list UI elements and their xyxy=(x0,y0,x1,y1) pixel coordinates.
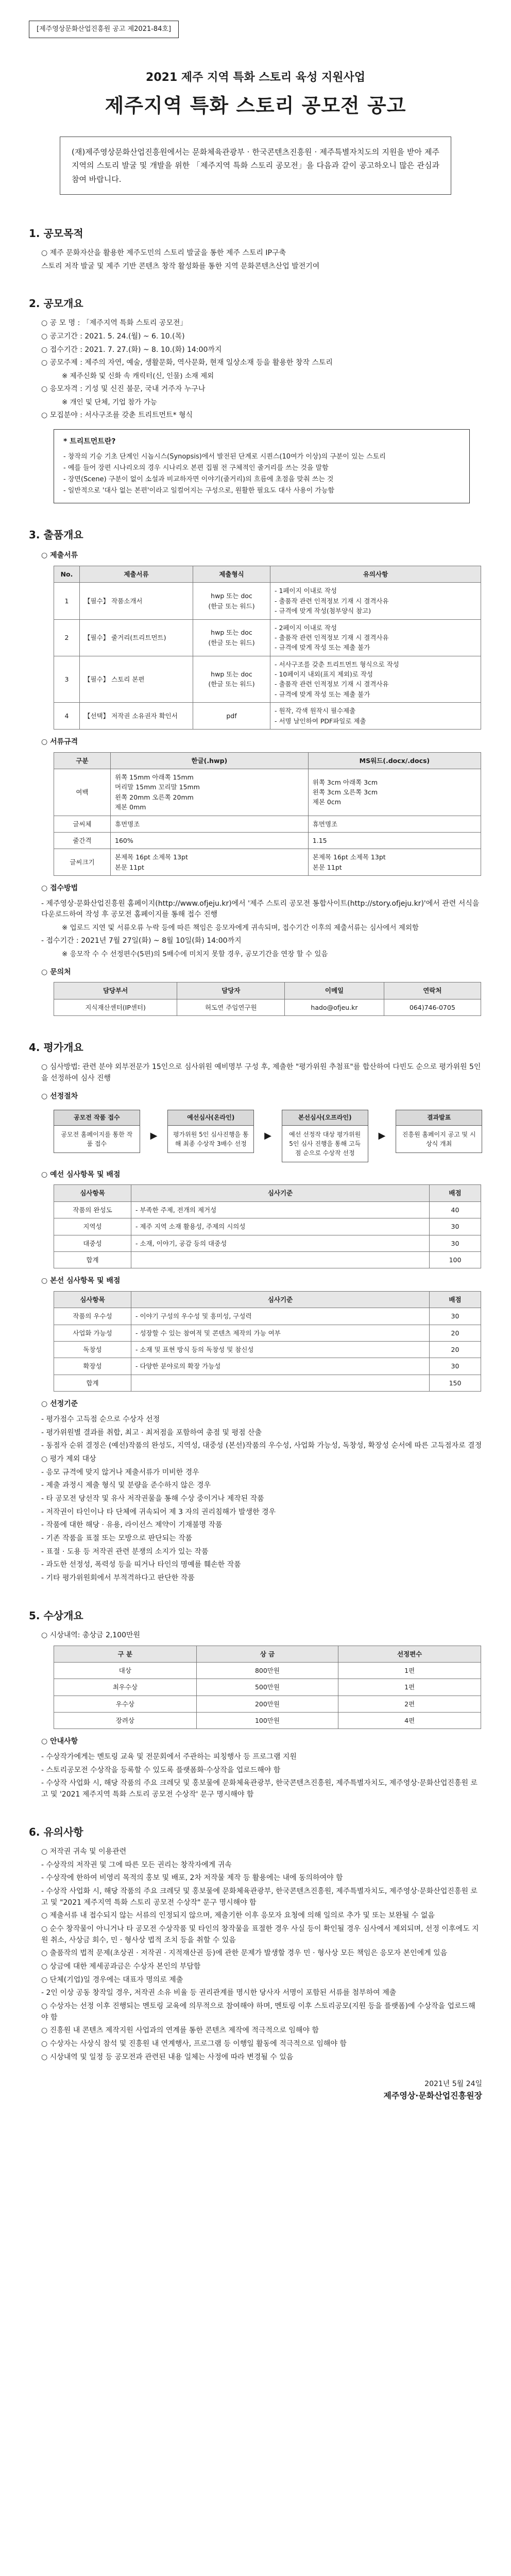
caution-line: ○ 시상내역 및 일정 등 공모전과 관련된 내용 일체는 사정에 따라 변경될 수 있음 xyxy=(41,2053,294,2061)
criteria-score: 20 xyxy=(430,1342,481,1358)
spec-hwp-line: 휴먼명조 xyxy=(115,820,140,828)
spec-docx-line: 위쪽 3cm 아래쪽 3cm xyxy=(312,778,378,786)
doc-format-line: (한글 또는 워드) xyxy=(208,638,255,647)
arrow-right-icon: ▶ xyxy=(264,1130,271,1141)
overview-line: ○ 접수기간 : 2021. 7. 27.(화) ~ 8. 10.(화) 14:00까지 xyxy=(41,345,222,354)
criteria-score: 40 xyxy=(430,1201,481,1218)
caution-line: ○ 제출서류 내 접수되지 않는 서류의 인정되지 않으며, 제출기한 이후 응모자 요청에 의해 일의로 추가 및 또는 보완될 수 없음 xyxy=(41,1911,435,1920)
table-header: 심사기준 xyxy=(131,1185,430,1201)
award-count: 1편 xyxy=(338,1679,481,1696)
table-row xyxy=(54,583,481,619)
criteria-item: 대중성 xyxy=(54,1235,131,1251)
table-row xyxy=(54,1342,481,1358)
doc-format xyxy=(193,619,270,656)
criteria-score: 30 xyxy=(430,1308,481,1325)
spec-hwp xyxy=(111,832,309,849)
spec-hwp-line: 머리말 15mm 꼬리말 15mm xyxy=(115,783,200,791)
flow-step xyxy=(167,1110,254,1153)
table-header: 한글(.hwp) xyxy=(111,752,309,769)
doc-format xyxy=(193,703,270,730)
spec-docx-line: 휴먼명조 xyxy=(312,820,338,828)
criteria-line: - 평가위원별 결과를 취합, 최고 · 최저점을 포함하여 총점 및 평점 산출 xyxy=(41,1428,262,1437)
doc-note-line: - 원작, 각색 원작시 필수제출 xyxy=(275,707,356,715)
flow-step-body: 진흥원 홈페이지 공고 및 시상식 개최 xyxy=(402,1130,476,1147)
table-row xyxy=(54,1201,481,1218)
criteria-score: 100 xyxy=(430,1251,481,1268)
issuing-organization: 제주영상·문화산업진흥원장 xyxy=(383,2091,482,2101)
doc-no: 2 xyxy=(54,619,80,656)
doc-name: 【선택】 저작권 소유권자 확인서 xyxy=(80,703,193,730)
table-row xyxy=(54,619,481,656)
flow-step xyxy=(396,1110,482,1153)
doc-no: 3 xyxy=(54,656,80,703)
criteria-item: 합계 xyxy=(54,1251,131,1268)
criteria-score: 20 xyxy=(430,1325,481,1341)
contact-email[interactable]: hado@ofjeu.kr xyxy=(285,999,384,1015)
contact-label: ○ 문의처 xyxy=(41,968,71,976)
doc-format xyxy=(193,583,270,619)
spec-docx xyxy=(308,769,481,816)
spec-key: 줄간격 xyxy=(54,832,111,849)
table-row xyxy=(54,1679,481,1696)
table-header: 심사항목 xyxy=(54,1185,131,1201)
table-header: 심사항목 xyxy=(54,1291,131,1308)
table-header: 담당부서 xyxy=(54,982,177,999)
table-row xyxy=(54,832,481,849)
spec-hwp xyxy=(111,816,309,832)
doc-note-line: - 출품작 관련 인적정보 기재 시 결격사유 xyxy=(275,633,389,641)
apply-note: ※ 업로드 지연 및 서류오류 누락 등에 따른 책임은 응모자에게 귀속되며, 접수기간 이후의 제출서류는 심사에서 제외함 xyxy=(62,924,419,933)
table-row xyxy=(54,1662,481,1679)
page-title: 제주지역 특화 스토리 공모전 공고 xyxy=(105,94,406,117)
caution-line: - 수상작에 한하여 비영리 목적의 홍보 및 배포, 2차 저작물 제작 등 활용에는 내에 동의하여야 함 xyxy=(41,1874,343,1883)
spec-key: 글씨체 xyxy=(54,816,111,832)
section-title-purpose: 1. 공모목적 xyxy=(29,227,83,240)
doc-note-line: - 서사구조를 갖춘 트리트먼트 형식으로 작성 xyxy=(275,660,399,668)
table-header: 연락처 xyxy=(384,982,481,999)
table-header: 담당자 xyxy=(177,982,285,999)
doc-no: 4 xyxy=(54,703,80,730)
caution-line: ○ 순수 창작물이 아니거나 타 공모전 수상작품 및 타인의 창작물을 표절한 경우 사실 등이 확인될 경우 심사에서 제외되며, 선정 이후에도 지원 취소, 사상금 회수, 민 · 형사상 법적 조치 등을 취할 수 있음 xyxy=(41,1924,479,1944)
doc-name: 【필수】 작품소개서 xyxy=(80,583,193,619)
caution-line: ○ 상금에 대한 제세공과금은 수상자 본인의 부담함 xyxy=(41,1962,201,1971)
spec-docx xyxy=(308,849,481,876)
arrow-right-icon: ▶ xyxy=(378,1130,386,1141)
award-prize: 100만원 xyxy=(196,1713,338,1729)
spec-hwp-line: 본문 11pt xyxy=(115,863,144,871)
criteria-line: - 타 공모전 당선작 및 유사 저작권물을 통해 수상 중이거나 제작된 작품 xyxy=(41,1495,264,1503)
criteria-score: 150 xyxy=(430,1375,481,1391)
criteria-line: - 응모 규격에 맞지 않거나 제출서류가 미비한 경우 xyxy=(41,1468,199,1477)
section-title-awards: 5. 수상개요 xyxy=(29,1609,83,1622)
apply-note: ※ 응모작 수 수 선정편수(5편)의 5배수에 미치지 못할 경우, 공모기간을 연장 할 수 있음 xyxy=(62,950,328,958)
table-row xyxy=(54,1696,481,1712)
criteria-item: 확장성 xyxy=(54,1358,131,1375)
criteria-line: - 제출 과정시 제출 형식 및 분량을 준수하지 않은 경우 xyxy=(41,1481,211,1490)
submit-docs-body xyxy=(54,583,481,730)
section-title-cautions: 6. 유의사항 xyxy=(29,1825,83,1838)
doc-no: 1 xyxy=(54,583,80,619)
doc-note xyxy=(270,619,481,656)
criteria-desc: - 다양한 분야로의 확장 가능성 xyxy=(131,1358,430,1375)
table-header: 배점 xyxy=(430,1291,481,1308)
apply-line: - 접수기간 : 2021년 7월 27일(화) ~ 8월 10일(화) 14:00까지 xyxy=(41,937,242,945)
doc-note-line: - 출품작 관련 인적정보 기재 시 결격사유 xyxy=(275,680,389,688)
criteria-item: 작품의 완성도 xyxy=(54,1201,131,1218)
doc-format-line: hwp 또는 doc xyxy=(211,629,252,637)
doc-note-line: - 규격에 맞게 작성 또는 제출 불가 xyxy=(275,643,370,652)
spec-key: 글씨크기 xyxy=(54,849,111,876)
evaluation-line: ○ 심사방법: 관련 분야 외부전문가 15인으로 심사위원 예비명부 구성 후, 제출한 "평가위원 추첨표"를 합산하여 다빈도 순으로 평가위원 5인을 선정하여 심사 진행 xyxy=(41,1063,481,1082)
flow-step-title: 공모전 작품 접수 xyxy=(54,1110,140,1126)
spec-docx-line: 1.15 xyxy=(312,836,327,844)
table-header: 상 금 xyxy=(196,1646,338,1662)
selection-flow xyxy=(54,1110,482,1162)
table-header: 선정편수 xyxy=(338,1646,481,1662)
doc-format-line: hwp 또는 doc xyxy=(211,670,252,679)
criteria-line: ○ 평가 제외 대상 xyxy=(41,1454,96,1463)
table-header: No. xyxy=(54,566,80,583)
flow-step-body: 공모전 홈페이지를 통한 작품 접수 xyxy=(61,1130,133,1147)
table-header: 유의사항 xyxy=(270,566,481,583)
selection-criteria-list xyxy=(29,1414,482,1584)
purpose-line: ○ 제주 문화자산을 활용한 제주도민의 스토리 발굴을 통한 제주 스토리 IP구축 xyxy=(41,248,286,257)
treatment-info-item: - 창작의 기승 기초 단계인 시놉시스(Synopsis)에서 발전된 단계로 시퀀스(10여가 이상)의 구분이 있는 스토리 xyxy=(63,453,386,461)
spec-key: 여백 xyxy=(54,769,111,816)
criteria-line: - 표절 · 도용 등 저작권 관련 분쟁의 소지가 있는 작품 xyxy=(41,1547,209,1556)
criteria-score: 30 xyxy=(430,1235,481,1251)
spec-docx xyxy=(308,816,481,832)
criteria-desc xyxy=(131,1375,430,1391)
flow-step-title: 본선심사(오프라인) xyxy=(282,1110,368,1126)
contact-phone: 064)746-0705 xyxy=(384,999,481,1015)
criteria-score: 30 xyxy=(430,1358,481,1375)
criteria-desc xyxy=(131,1251,430,1268)
apply-line: - 제주영상·문화산업진흥원 홈페이지(http://www.ofjeju.kr)에서 '제주 스토리 공모전 통합사이트(http://story.ofjeju.kr)'에서 관련 서식을 다운로드하여 작성 후 공모전 홈페이지를 통해 접수 진행 xyxy=(41,899,480,919)
award-name: 우수상 xyxy=(54,1696,197,1712)
spec-hwp-line: 160% xyxy=(115,836,133,844)
contact-dept: 지식재산센터(IP센터) xyxy=(54,999,177,1015)
overview-line: ○ 모집분야 : 서사구조를 갖춘 트리트먼트* 형식 xyxy=(41,411,193,419)
table-row xyxy=(54,769,481,816)
criteria-desc: - 이야기 구성의 우수성 및 흥미성, 구성력 xyxy=(131,1308,430,1325)
table-row xyxy=(54,1713,481,1729)
criteria-line: - 과도한 선정성, 폭력성 등을 띠거나 타인의 명예를 훼손한 작품 xyxy=(41,1561,241,1569)
award-name: 최우수상 xyxy=(54,1679,197,1696)
table-header: 심사기준 xyxy=(131,1291,430,1308)
criteria-item: 작품의 우수성 xyxy=(54,1308,131,1325)
caution-line: ○ 단체(기업)일 경우에는 대표자 명의로 제출 xyxy=(41,1975,183,1984)
award-prize: 500만원 xyxy=(196,1679,338,1696)
doc-note-line: - 1페이지 이내로 작성 xyxy=(275,587,337,595)
award-body xyxy=(54,1662,481,1729)
flow-step-body: 예선 선정작 대상 평가위원 5인 심사 진행을 통해 고득점 순으로 수상작 선정 xyxy=(289,1130,361,1157)
spec-hwp-line: 왼쪽 20mm 오른쪽 20mm xyxy=(115,793,194,801)
caution-line: - 수상작 사업화 시, 해당 작품의 주요 크레딧 및 홍보물에 문화체육관광부, 한국콘텐츠진흥원, 제주특별자치도, 제주영상·문화산업진흥원 로고 및 "2021 제주지역 특화 스토리 공모전 수상작" 문구 명시해야 함 xyxy=(41,1887,478,1907)
contact-table xyxy=(54,982,481,1016)
caution-line: ○ 수상자는 선정 이후 진행되는 멘토링 교육에 의무적으로 참여해야 하며, 멘토링 이후 스토리공모(지원 등을 플랫폼)에 수상작을 업로드해야 함 xyxy=(41,2002,475,2022)
spec-docx-line: 본문 11pt xyxy=(312,863,342,871)
criteria-line: - 기존 작품을 표절 또는 모방으로 판단되는 작품 xyxy=(41,1534,193,1543)
table-row xyxy=(54,703,481,730)
criteria-line: - 작품에 대한 해당 · 유용, 라이선스 제약이 기재불명 작품 xyxy=(41,1521,223,1530)
criteria-line: - 저작권이 타인이나 타 단체에 귀속되어 제 3 자의 권리침해가 발생한 경우 xyxy=(41,1507,276,1516)
criteria-line: - 평가점수 고득점 순으로 수상자 선정 xyxy=(41,1415,160,1423)
section-title-evaluation: 4. 평가개요 xyxy=(29,1041,83,1054)
award-total-line: ○ 시상내역: 총상금 2,100만원 xyxy=(41,1631,141,1639)
table-row xyxy=(54,999,481,1015)
overview-line: ○ 공고기간 : 2021. 5. 24.(월) ~ 6. 10.(목) xyxy=(41,332,185,341)
selection-criteria-label: ○ 선정기준 xyxy=(41,1400,78,1409)
final-criteria-body xyxy=(54,1308,481,1392)
criteria-item: 사업화 가능성 xyxy=(54,1325,131,1341)
caution-line: - 수상작의 저작권 및 그에 따른 모든 권리는 창작자에게 귀속 xyxy=(41,1860,232,1869)
flow-step xyxy=(282,1110,368,1162)
submit-docs-label: ○ 제출서류 xyxy=(41,551,78,560)
spec-hwp-line: 제본 0mm xyxy=(115,803,146,811)
caution-line: ○ 저작권 귀속 및 이용관련 xyxy=(41,1847,127,1856)
criteria-line: - 기타 평가위원회에서 부적격하다고 판단한 작품 xyxy=(41,1574,195,1583)
award-note: - 수상작 사업화 시, 해당 작품의 주요 크레딧 및 홍보물에 문화체육관광부, 한국콘텐츠진흥원, 제주특별자치도, 제주영상·문화산업진흥원 로고 및 '2021 제주지역 특화 스토리 공모전 수상작' 문구 명시해야 함 xyxy=(41,1779,478,1799)
caution-line: ○ 수상자는 사상식 참석 및 진흥원 내 연계행사, 프로그램 등 이행일 활동에 적극적으로 임해야 함 xyxy=(41,2040,347,2048)
table-row xyxy=(54,1325,481,1341)
table-row xyxy=(54,1358,481,1375)
section-title-overview: 2. 공모개요 xyxy=(29,297,83,310)
doc-note xyxy=(270,703,481,730)
award-name: 대상 xyxy=(54,1662,197,1679)
doc-note-line: - 2페이지 이내로 작성 xyxy=(275,623,337,632)
award-note: - 수상작가에게는 멘토링 교육 및 전문회에서 주관하는 피칭행사 등 프로그램 지원 xyxy=(41,1753,297,1761)
table-row xyxy=(54,816,481,832)
flow-step-title: 예선심사(온라인) xyxy=(168,1110,253,1126)
caution-list xyxy=(29,1846,482,2063)
treatment-info-item: - 일반적으로 '대사 없는 본편'이라고 일컬어지는 구성으로, 원활한 필요도 대사 사용이 가능함 xyxy=(63,487,335,495)
spec-docx-line: 본제목 16pt 소제목 13pt xyxy=(312,853,386,861)
spec-label: ○ 서류규격 xyxy=(41,737,78,746)
caution-line: - 2인 이상 공동 창작일 경우, 저작권 소유 비율 등 권리관계를 명시한 당사자 서명이 포함된 서류를 첨부하여 제출 xyxy=(41,1989,397,1997)
criteria-item: 지역성 xyxy=(54,1218,131,1235)
doc-note xyxy=(270,656,481,703)
doc-note xyxy=(270,583,481,619)
doc-note-line: - 서명 날인하여 PDF파일로 제출 xyxy=(275,717,366,725)
table-row xyxy=(54,1375,481,1391)
doc-note-line: - 규격에 맞게 작성(첨부양식 참고) xyxy=(275,607,371,615)
spec-hwp xyxy=(111,769,309,816)
table-header: 이메일 xyxy=(285,982,384,999)
flow-step-body: 평가위원 5인 심사진행을 통해 최종 수상작 3배수 선정 xyxy=(173,1130,249,1147)
flow-step-title: 결과발표 xyxy=(396,1110,482,1126)
doc-note-line: - 규격에 맞게 작성 또는 제출 불가 xyxy=(275,690,370,698)
award-note: - 스토리공모전 수상작을 등록할 수 있도록 플랫폼화·수상작을 업로드해야 함 xyxy=(41,1766,281,1774)
table-row xyxy=(54,849,481,876)
table-row xyxy=(54,1308,481,1325)
spec-body xyxy=(54,769,481,876)
intro-box: (재)제주영상문화산업진흥원에서는 문화체육관광부 · 한국콘텐츠진흥원 · 제주특별자치도의 지원을 받아 제주지역의 스토리 발굴 및 개발을 위한 「제주지역 특화 스토리 공모전」을 다음과 같이 공고하오니 많은 관심과 참여 바랍니다. xyxy=(60,137,451,195)
table-header: 제출형식 xyxy=(193,566,270,583)
caution-line: ○ 진흥원 내 콘텐츠 제작지원 사업과의 연계를 통한 콘텐츠 제작에 적극적으로 임해야 함 xyxy=(41,2026,319,2035)
criteria-line: - 동점자 순위 결정은 (예선)작품의 완성도, 지역성, 대중성 (본선)작품의 우수성, 사업화 가능성, 독창성, 확장성 순서에 따른 고득점자로 결정 xyxy=(41,1442,482,1450)
spec-table xyxy=(54,752,481,876)
doc-name: 【필수】 줄거리(트리트먼트) xyxy=(80,619,193,656)
criteria-item: 독창성 xyxy=(54,1342,131,1358)
spec-docx-line: 제본 0cm xyxy=(312,798,341,806)
section-title-submission: 3. 출품개요 xyxy=(29,529,83,541)
overview-line: ○ 응모자격 : 기성 및 신진 불문, 국내 거주자 누구나 xyxy=(41,384,206,393)
table-header: 구분 xyxy=(54,752,111,769)
award-count: 1편 xyxy=(338,1662,481,1679)
table-header: 구 분 xyxy=(54,1646,197,1662)
process-label: ○ 선정절차 xyxy=(41,1092,78,1101)
criteria-item: 합계 xyxy=(54,1375,131,1391)
table-row xyxy=(54,1251,481,1268)
doc-name: 【필수】 스토리 본편 xyxy=(80,656,193,703)
apply-method-label: ○ 접수방법 xyxy=(41,884,78,893)
doc-note-line: - 10페이지 내외(표지 제외)로 작성 xyxy=(275,670,373,679)
overview-line: ○ 공모주제 : 제주의 자연, 예술, 생활문화, 역사문화, 현재 일상소재 등을 활용한 창작 스토리 xyxy=(41,359,333,367)
contact-person: 허도연 주임연구원 xyxy=(177,999,285,1015)
doc-format-line: (한글 또는 워드) xyxy=(208,680,255,688)
award-count: 4편 xyxy=(338,1713,481,1729)
doc-format-line: hwp 또는 doc xyxy=(211,592,252,600)
treatment-info-title: * 트리트먼트란? xyxy=(63,437,116,446)
award-name: 장려상 xyxy=(54,1713,197,1729)
table-header: MS워드(.docx/.docs) xyxy=(308,752,481,769)
table-row xyxy=(54,1218,481,1235)
doc-format xyxy=(193,656,270,703)
award-prize: 800만원 xyxy=(196,1662,338,1679)
announcement-date: 2021년 5월 24일 xyxy=(424,2079,482,2088)
final-criteria-table xyxy=(54,1291,481,1392)
table-header: 배점 xyxy=(430,1185,481,1201)
overview-line: ○ 공 모 명 : 「제주지역 특화 스토리 공모전」 xyxy=(41,319,188,328)
submit-docs-table xyxy=(54,566,481,730)
spec-hwp-line: 위쪽 15mm 아래쪽 15mm xyxy=(115,773,194,782)
award-prize: 200만원 xyxy=(196,1696,338,1712)
page-subtitle: 2021 제주 지역 특화 스토리 육성 지원사업 xyxy=(146,71,365,84)
criteria-desc: - 부족한 주제, 전개의 제거성 xyxy=(131,1201,430,1218)
criteria-score: 30 xyxy=(430,1218,481,1235)
notice-number: [제주영상문화산업진흥원 공고 제2021-84호] xyxy=(29,21,179,38)
award-table xyxy=(54,1646,481,1730)
overview-note: ※ 개인 및 단체, 기업 참가 가능 xyxy=(62,398,157,406)
criteria-desc: - 제주 지역 소재 활용성, 주제의 시의성 xyxy=(131,1218,430,1235)
arrow-right-icon: ▶ xyxy=(150,1130,158,1141)
doc-format-line: (한글 또는 워드) xyxy=(208,602,255,610)
spec-hwp-line: 본제목 16pt 소제목 13pt xyxy=(115,853,188,861)
purpose-line: 스토리 저작 발굴 및 제주 기반 콘텐츠 창작 활성화를 통한 지역 문화콘텐츠산업 발전기여 xyxy=(41,262,320,270)
doc-format-line: pdf xyxy=(226,711,237,720)
preliminary-criteria-label: ○ 예선 심사항목 및 배점 xyxy=(41,1170,121,1179)
treatment-info-item: - 장면(Scene) 구분이 없이 소설과 비교하자면 이야기(줄거리)의 흐름에 초점을 맞춰 쓰는 것 xyxy=(63,476,334,484)
criteria-desc: - 소재 및 표현 방식 등의 독창성 및 참신성 xyxy=(131,1342,430,1358)
preliminary-criteria-body xyxy=(54,1201,481,1268)
spec-hwp xyxy=(111,849,309,876)
spec-docx xyxy=(308,832,481,849)
overview-note: ※ 제주신화 및 신화 속 캐릭터(신, 인물) 소재 제외 xyxy=(62,372,214,380)
table-header: 제출서류 xyxy=(80,566,193,583)
criteria-desc: - 소재, 이야기, 공감 등의 대중성 xyxy=(131,1235,430,1251)
preliminary-criteria-table xyxy=(54,1184,481,1268)
award-count: 2편 xyxy=(338,1696,481,1712)
treatment-info-box xyxy=(54,429,470,503)
caution-line: ○ 출품작의 법적 문제(초상권 · 저작권 · 지적재산권 등)에 관한 문제가 발생할 경우 민 · 형사상 모든 책임은 응모자 본인에게 있음 xyxy=(41,1949,448,1958)
treatment-info-item: - 예를 들어 장편 시나리오의 경우 시나리오 본편 집필 전 구체적인 줄거리를 쓰는 것을 말함 xyxy=(63,464,329,472)
flow-step xyxy=(54,1110,140,1153)
table-row xyxy=(54,1235,481,1251)
table-row xyxy=(54,656,481,703)
criteria-desc: - 성장할 수 있는 참여적 및 콘텐츠 제작의 가능 여부 xyxy=(131,1325,430,1341)
final-criteria-label: ○ 본선 심사항목 및 배점 xyxy=(41,1277,121,1285)
doc-note-line: - 출품작 관련 인적정보 기재 시 결격사유 xyxy=(275,597,389,605)
spec-docx-line: 왼쪽 3cm 오른쪽 3cm xyxy=(312,788,378,796)
award-notes-label: ○ 안내사항 xyxy=(41,1737,78,1746)
